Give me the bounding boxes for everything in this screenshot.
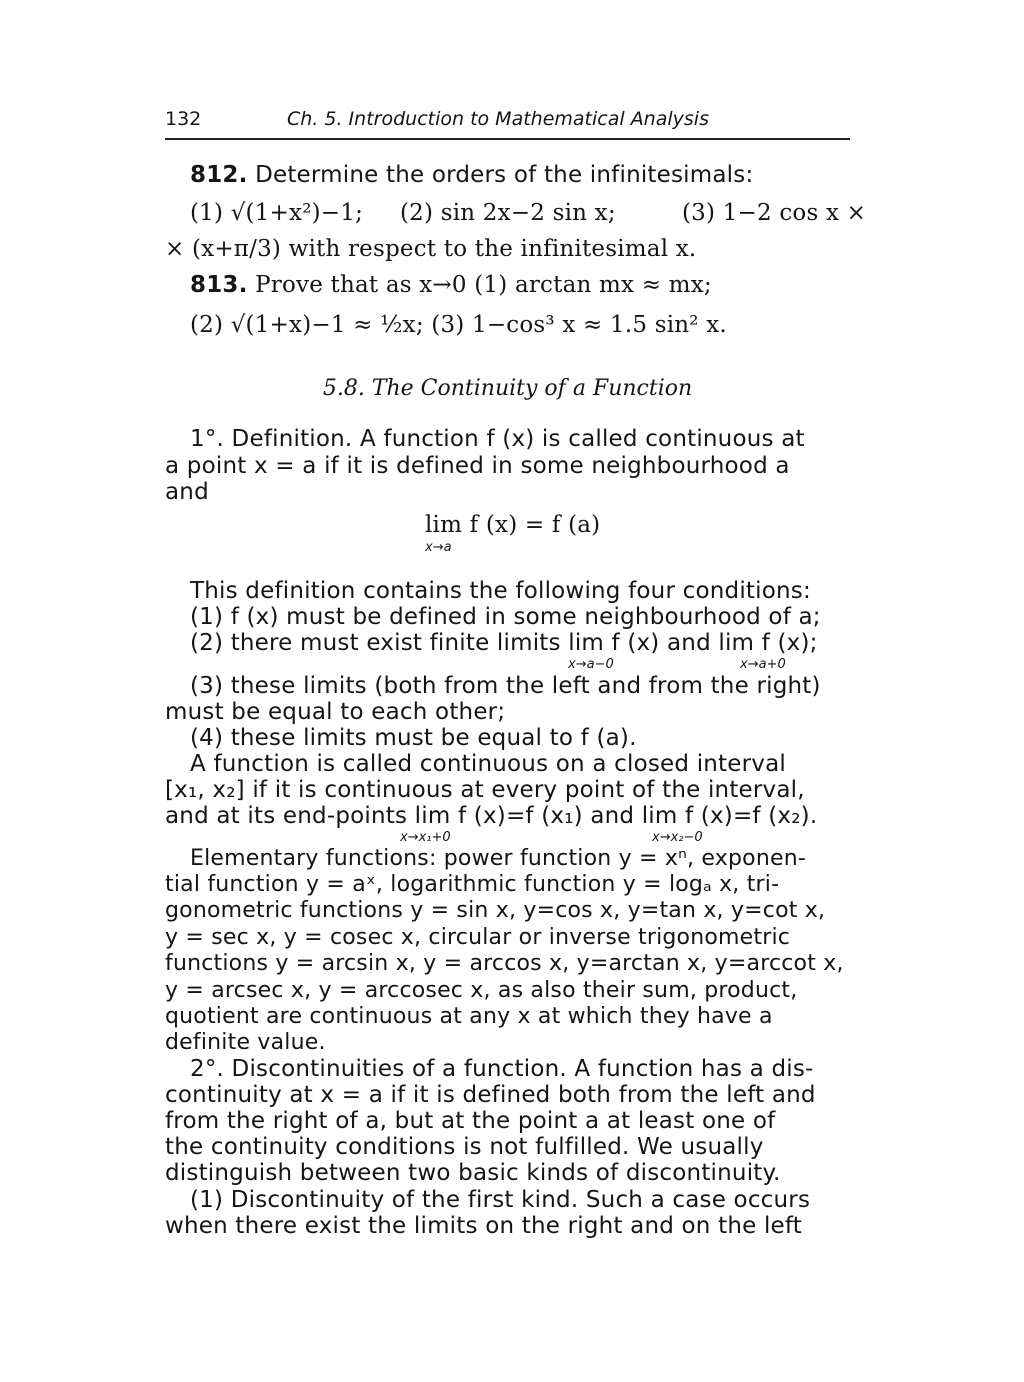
discontinuity-line-1: 2°. Discontinuities of a function. A function has a dis- bbox=[190, 1056, 814, 1082]
definition-line-1: 1°. Definition. A function f (x) is called continuous at bbox=[190, 426, 805, 452]
condition-1: (1) f (x) must be defined in some neighbourhood of a; bbox=[190, 604, 821, 630]
problem-812-text: Determine the orders of the infinitesimals: bbox=[255, 162, 754, 188]
condition-3-line-1: (3) these limits (both from the left and from the right) bbox=[190, 673, 821, 699]
condition-3-line-2: must be equal to each other; bbox=[165, 699, 506, 725]
problem-812-items bbox=[190, 200, 867, 226]
definition-line-2: a point x = a if it is defined in some neighbourhood a bbox=[165, 453, 790, 479]
interval-line-3: and at its end-points lim f (x)=f (x₁) and lim f (x)=f (x₂). bbox=[165, 803, 818, 829]
discontinuity-line-3: from the right of a, but at the point a at least one of bbox=[165, 1108, 776, 1134]
problem-813-statement bbox=[190, 272, 712, 298]
running-header bbox=[165, 108, 850, 140]
running-title: Ch. 5. Introduction to Mathematical Analysis bbox=[287, 108, 709, 130]
elementary-line-5: functions y = arcsin x, y = arccos x, y=arctan x, y=arccot x, bbox=[165, 951, 844, 976]
problem-813-text: Prove that as x→0 (1) arctan mx ≈ mx; bbox=[255, 272, 712, 298]
interval-line-2: [x₁, x₂] if it is continuous at every point of the interval, bbox=[165, 777, 805, 803]
section-title: 5.8. The Continuity of a Function bbox=[322, 376, 693, 401]
problem-812-item-3: (3) 1−2 cos x × bbox=[682, 200, 867, 226]
interval-subscript-left: x→x₁+0 bbox=[400, 830, 451, 845]
elementary-line-4: y = sec x, y = cosec x, circular or inverse trigonometric bbox=[165, 925, 791, 950]
problem-812-item-1: (1) √(1+x²)−1; bbox=[190, 200, 364, 226]
limit-formula-subscript: x→a bbox=[425, 540, 452, 555]
problem-812-continuation: × (x+π/3) with respect to the infinitesimal x. bbox=[165, 236, 697, 262]
conditions-intro: This definition contains the following four conditions: bbox=[190, 578, 811, 604]
interval-line-1: A function is called continuous on a closed interval bbox=[190, 751, 786, 777]
limit-formula: lim f (x) = f (a) bbox=[425, 512, 601, 538]
elementary-line-1: Elementary functions: power function y = xⁿ, exponen- bbox=[190, 846, 806, 871]
page-number: 132 bbox=[165, 108, 202, 130]
problem-812-statement bbox=[190, 162, 753, 188]
condition-2-subscript-right: x→a+0 bbox=[740, 657, 786, 672]
problem-812-number: 812. bbox=[190, 162, 248, 188]
condition-4: (4) these limits must be equal to f (a). bbox=[190, 725, 637, 751]
condition-2: (2) there must exist finite limits lim f (x) and lim f (x); bbox=[190, 630, 818, 656]
elementary-line-7: quotient are continuous at any x at which they have a bbox=[165, 1004, 773, 1029]
first-kind-line-2: when there exist the limits on the right and on the left bbox=[165, 1213, 803, 1239]
discontinuity-line-5: distinguish between two basic kinds of discontinuity. bbox=[165, 1160, 781, 1186]
elementary-line-3: gonometric functions y = sin x, y=cos x, y=tan x, y=cot x, bbox=[165, 898, 826, 923]
elementary-line-8: definite value. bbox=[165, 1030, 326, 1055]
definition-line-3: and bbox=[165, 479, 209, 505]
elementary-line-2: tial function y = aˣ, logarithmic function y = logₐ x, tri- bbox=[165, 872, 780, 897]
discontinuity-line-4: the continuity conditions is not fulfilled. We usually bbox=[165, 1134, 764, 1160]
problem-813-number: 813. bbox=[190, 272, 248, 298]
first-kind-line-1: (1) Discontinuity of the first kind. Such a case occurs bbox=[190, 1187, 811, 1213]
problem-813-line-2: (2) √(1+x)−1 ≈ ½x; (3) 1−cos³ x ≈ 1.5 sin² x. bbox=[190, 312, 727, 338]
elementary-line-6: y = arcsec x, y = arccosec x, as also their sum, product, bbox=[165, 978, 798, 1003]
problem-812-item-2: (2) sin 2x−2 sin x; bbox=[400, 200, 616, 226]
condition-2-subscript-left: x→a−0 bbox=[568, 657, 614, 672]
discontinuity-line-2: continuity at x = a if it is defined both from the left and bbox=[165, 1082, 816, 1108]
interval-subscript-right: x→x₂−0 bbox=[652, 830, 703, 845]
